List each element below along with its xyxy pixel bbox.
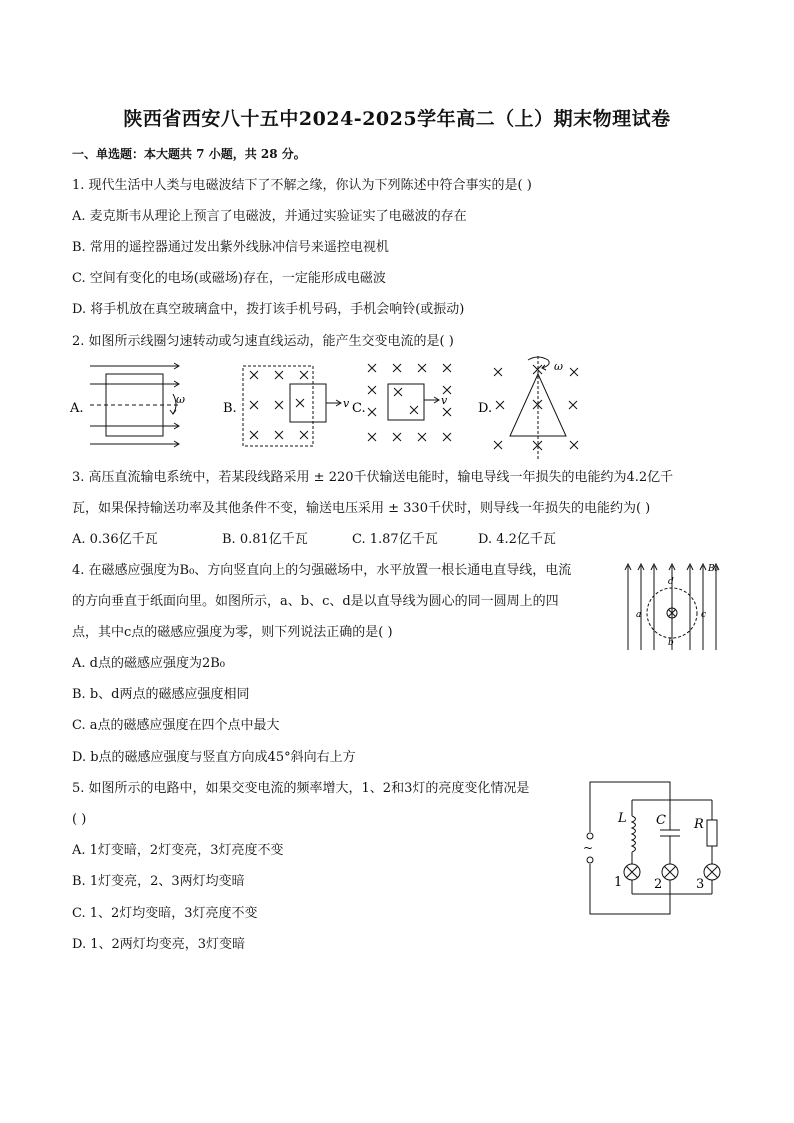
q4-line1: 4. 在磁感应强度为B₀、方向竖直向上的匀强磁场中，水平放置一根长通电直导线，电流 — [72, 563, 572, 578]
q5-label-1: 1 — [614, 875, 623, 890]
q4-option-b: B. b、d两点的磁感应强度相同 — [72, 687, 250, 702]
q4-option-c: C. a点的磁感应强度在四个点中最大 — [72, 718, 280, 733]
q5-option-d: D. 1、2两灯均变亮，3灯变暗 — [72, 937, 246, 952]
q5-label-l: L — [618, 811, 627, 826]
q3-option-b: B. 0.81亿千瓦 — [222, 532, 308, 547]
q2-figure-c — [352, 364, 451, 441]
q5-line1: 5. 如图所示的电路中，如果交变电流的频率增大，1、2和3灯的亮度变化情况是 — [72, 781, 530, 796]
q3-line1: 3. 高压直流输电系统中，若某段线路采用 ± 220千伏输送电能时，输电导线一年损失的电能约为4.2亿千 — [72, 470, 674, 485]
q5-label-c: C — [656, 813, 666, 828]
q5-line2: ( ) — [72, 812, 87, 827]
page-title: 陕西省西安八十五中2024-2025学年高二（上）期末物理试卷 — [123, 108, 671, 130]
q2-figure-c-v: v — [441, 394, 448, 407]
q3-option-d: D. 4.2亿千瓦 — [478, 532, 556, 547]
q1-stem: 1. 现代生活中人类与电磁波结下了不解之缘，你认为下列陈述中符合事实的是( ) — [72, 178, 532, 193]
q4-line2: 的方向垂直于纸面向里。如图所示，a、b、c、d是以直导线为圆心的同一圆周上的四 — [72, 594, 559, 609]
q5-label-3: 3 — [696, 877, 705, 892]
q4-figure — [620, 560, 724, 654]
q5-circuit — [578, 778, 728, 920]
q2-figure-d-omega: ω — [554, 360, 563, 373]
q2-figure-b-label: B. — [223, 401, 237, 416]
q5-label-r: R — [694, 817, 704, 832]
q2-figures — [66, 356, 726, 460]
q4-figure-c: c — [701, 610, 707, 620]
q5-label-2: 2 — [654, 877, 663, 892]
q3-line2: 瓦，如果保持输送功率及其他条件不变，输送电压采用 ± 330千伏时，则导线一年损失的电能约为( ) — [72, 501, 651, 516]
q2-figure-b-v: v — [343, 397, 350, 410]
q2-figure-d — [478, 356, 578, 460]
q5-option-c: C. 1、2灯均变暗，3灯亮度不变 — [72, 906, 258, 921]
section-heading: 一、单选题：本大题共 7 小题，共 28 分。 — [72, 147, 306, 161]
q4-option-d: D. b点的磁感应强度与竖直方向成45°斜向右上方 — [72, 750, 356, 765]
q1-option-d: D. 将手机放在真空玻璃盒中，拨打该手机号码，手机会响铃(或振动) — [72, 302, 465, 317]
q2-figure-a-label: A. — [70, 401, 84, 416]
q4-figure-b: b — [668, 638, 674, 648]
q2-figure-d-label: D. — [478, 401, 493, 416]
q2-figure-b — [223, 366, 350, 446]
q2-figure-a — [69, 363, 185, 447]
q3-option-a: A. 0.36亿千瓦 — [72, 532, 158, 547]
q1-option-a: A. 麦克斯韦从理论上预言了电磁波，并通过实验证实了电磁波的存在 — [72, 209, 467, 224]
q5-option-b: B. 1灯变亮，2、3两灯均变暗 — [72, 874, 245, 889]
q5-source-symbol: ~ — [583, 841, 594, 855]
q4-option-a: A. d点的磁感应强度为2B₀ — [72, 656, 226, 671]
q2-figure-a-omega: ω — [176, 393, 185, 406]
q4-figure-a: a — [636, 610, 642, 620]
q4-figure-b0: B₀ — [708, 564, 719, 574]
q5-option-a: A. 1灯变暗，2灯变亮，3灯亮度不变 — [72, 843, 284, 858]
q4-line3: 点，其中c点的磁感应强度为零，则下列说法正确的是( ) — [72, 625, 393, 640]
q4-figure-d: d — [668, 577, 674, 587]
q1-option-b: B. 常用的遥控器通过发出紫外线脉冲信号来遥控电视机 — [72, 240, 389, 255]
q2-stem: 2. 如图所示线圈匀速转动或匀速直线运动，能产生交变电流的是( ) — [72, 334, 454, 349]
q2-figure-c-label: C. — [352, 401, 366, 416]
q3-option-c: C. 1.87亿千瓦 — [352, 532, 438, 547]
q1-option-c: C. 空间有变化的电场(或磁场)存在，一定能形成电磁波 — [72, 271, 386, 286]
